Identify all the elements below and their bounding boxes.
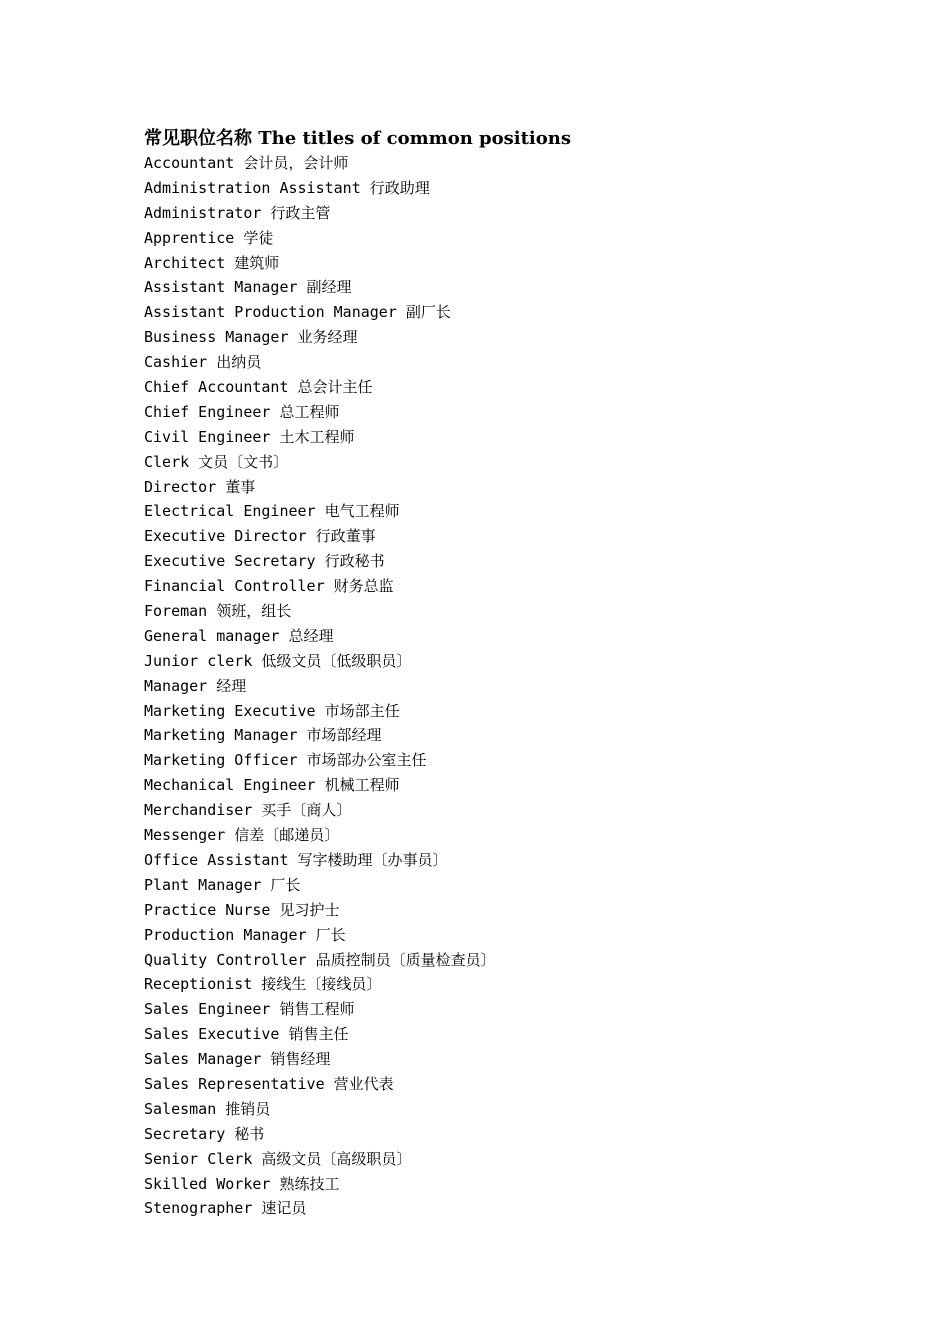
position-entry: Executive Secretary 行政秘书 <box>144 552 385 571</box>
position-entry: Foreman 领班，组长 <box>144 602 292 621</box>
position-entry: Messenger 信差〔邮递员〕 <box>144 826 340 845</box>
position-entry: Financial Controller 财务总监 <box>144 577 394 596</box>
position-list <box>144 151 844 1221</box>
position-entry: Marketing Officer 市场部办公室主任 <box>144 751 427 770</box>
position-entry: Receptionist 接线生〔接线员〕 <box>144 975 382 994</box>
position-entry: Assistant Production Manager 副厂长 <box>144 303 451 322</box>
position-entry: Civil Engineer 土木工程师 <box>144 427 355 446</box>
position-entry: Marketing Manager 市场部经理 <box>144 726 382 745</box>
position-entry: Administrator 行政主管 <box>144 203 331 222</box>
position-entry: Practice Nurse 见习护士 <box>144 900 340 919</box>
position-entry: Chief Engineer 总工程师 <box>144 402 340 421</box>
position-entry: Secretary 秘书 <box>144 1124 265 1143</box>
position-entry: Merchandiser 买手〔商人〕 <box>144 801 352 820</box>
position-entry: Executive Director 行政董事 <box>144 527 376 546</box>
position-entry: Mechanical Engineer 机械工程师 <box>144 776 400 795</box>
position-entry: Administration Assistant 行政助理 <box>144 178 430 197</box>
position-entry: Sales Engineer 销售工程师 <box>144 1000 355 1019</box>
position-entry: Salesman 推销员 <box>144 1099 271 1118</box>
position-entry: Senior Clerk 高级文员〔高级职员〕 <box>144 1149 412 1168</box>
position-entry: Skilled Worker 熟练技工 <box>144 1174 340 1193</box>
position-entry: Plant Manager 厂长 <box>144 875 301 894</box>
position-entry: Marketing Executive 市场部主任 <box>144 701 400 720</box>
position-entry: Sales Manager 销售经理 <box>144 1050 331 1069</box>
position-entry: Clerk 文员〔文书〕 <box>144 452 289 471</box>
position-entry: Accountant 会计员，会计师 <box>144 154 349 172</box>
position-entry: Assistant Manager 副经理 <box>144 278 352 297</box>
position-entry: Cashier 出纳员 <box>144 353 262 372</box>
position-entry: Architect 建筑师 <box>144 253 280 272</box>
position-entry: Sales Executive 销售主任 <box>144 1025 349 1044</box>
position-entry: Sales Representative 营业代表 <box>144 1074 394 1093</box>
position-entry: Chief Accountant 总会计主任 <box>144 378 373 397</box>
position-entry: Junior clerk 低级文员〔低级职员〕 <box>144 651 412 670</box>
position-entry: Quality Controller 品质控制员〔质量检查员〕 <box>144 950 496 969</box>
position-entry: Apprentice 学徒 <box>144 228 274 247</box>
position-entry: Manager 经理 <box>144 676 247 695</box>
position-entry: Office Assistant 写字楼助理〔办事员〕 <box>144 850 448 869</box>
position-entry: Stenographer 速记员 <box>144 1199 307 1218</box>
document-body <box>144 126 844 1221</box>
document-title: 常见职位名称 The titles of common positions <box>144 128 571 149</box>
position-entry: Business Manager 业务经理 <box>144 328 358 347</box>
position-entry: Electrical Engineer 电气工程师 <box>144 502 400 521</box>
position-entry: General manager 总经理 <box>144 626 334 645</box>
position-entry: Director 董事 <box>144 477 256 496</box>
position-entry: Production Manager 厂长 <box>144 925 346 944</box>
